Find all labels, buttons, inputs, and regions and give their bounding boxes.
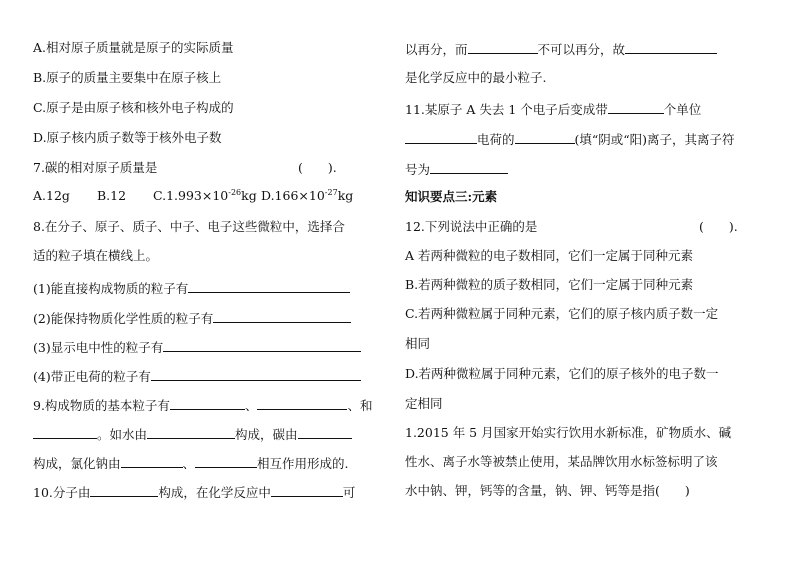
q10-line3: 是化学反应中的最小粒子. — [405, 70, 547, 85]
q8-stem-line1: 8.在分子、原子、质子、中子、电子这些微粒中，选择合 — [33, 219, 345, 234]
q12-option-b: B.若两种微粒的质子数相同，它们一定属于同种元素 — [405, 277, 694, 292]
q8-item-1: (1)能直接构成物质的粒子有 — [33, 279, 350, 297]
q7-stem: 7.碳的相对原子质量是 — [33, 160, 158, 175]
q1-line2: 性水、离子水等被禁止使用，某品牌饮用水标签标明了该 — [405, 454, 718, 469]
q11-line2: 电荷的 (填“阴或“阳)离子，其离子符 — [405, 130, 735, 148]
answer-blank[interactable] — [271, 483, 343, 497]
answer-blank[interactable] — [608, 100, 664, 114]
q11-line3: 号为 — [405, 160, 508, 178]
section-heading: 知识要点三:元素 — [405, 189, 498, 204]
q9-line3: 构成，氯化钠由 、 相互作用形成的. — [33, 456, 349, 471]
q8-item-2: (2)能保持物质化学性质的粒子有 — [33, 309, 351, 327]
q8-item-4: (4)带正电荷的粒子有 — [33, 367, 361, 385]
answer-blank[interactable] — [163, 338, 361, 352]
q9-line1: 9.构成物质的基本粒子有 、 、和 — [33, 398, 373, 413]
answer-blank[interactable] — [515, 130, 575, 144]
q1-line1: 1.2015 年 5 月国家开始实行饮用水新标准，矿物质水、碱 — [405, 425, 732, 440]
q7-option-b: B.12 — [97, 188, 127, 203]
answer-blank[interactable] — [298, 425, 352, 439]
q7-option-c: $C.1.993\times 10^{-26}kg$ — [153, 188, 257, 203]
q8-stem-line2: 适的粒子填在横线上。 — [33, 248, 159, 263]
q12-answer-paren: ( ). — [699, 219, 738, 234]
q6-option-b: B.原子的质量主要集中在原子核上 — [33, 70, 222, 85]
answer-blank[interactable] — [405, 130, 477, 144]
answer-blank[interactable] — [151, 367, 361, 381]
answer-blank[interactable] — [257, 396, 347, 410]
q12-option-c-line2: 相同 — [405, 336, 431, 351]
answer-blank[interactable] — [468, 40, 538, 54]
q11-line1: 11.某原子 A 失去 1 个电子后变成带 个单位 — [405, 102, 702, 117]
answer-blank[interactable] — [195, 454, 257, 468]
answer-blank[interactable] — [625, 40, 717, 54]
q8-item-3: (3)显示电中性的粒子有 — [33, 338, 361, 356]
q12-option-d-line1: D.若两种微粒属于同种元素，它们的原子核外的电子数一 — [405, 366, 719, 381]
answer-blank[interactable] — [188, 279, 350, 293]
answer-blank[interactable] — [147, 425, 235, 439]
q10-line1: 10.分子由 构成，在化学反应中 可 — [33, 485, 356, 500]
answer-blank[interactable] — [213, 309, 351, 323]
q6-option-a: A.相对原子质量就是原子的实际质量 — [33, 40, 234, 55]
q7-option-a: A.12g — [33, 188, 70, 203]
q12-option-a: A 若两种微粒的电子数相同，它们一定属于同种元素 — [405, 248, 694, 263]
answer-blank[interactable] — [430, 160, 508, 174]
q6-option-c: C.原子是由原子核和核外电子构成的 — [33, 100, 234, 115]
q7-option-d: $D.166\times 10^{-27}kg$ — [261, 188, 354, 203]
q6-option-d: D.原子核内质子数等于核外电子数 — [33, 130, 222, 145]
q7-answer-paren: ( ). — [298, 160, 337, 175]
q12-stem: 12.下列说法中正确的是 — [405, 219, 538, 234]
q12-option-d-line2: 定相同 — [405, 396, 443, 411]
answer-blank[interactable] — [121, 454, 183, 468]
answer-blank[interactable] — [170, 396, 245, 410]
q1-line3: 水中钠、钾，钙等的含量，钠、钾、钙等是指( ) — [405, 483, 690, 498]
q12-option-c-line1: C.若两种微粒属于同种元素，它们的原子核内质子数一定 — [405, 306, 719, 321]
q9-line2: 。如水由 构成，碳由 — [33, 425, 352, 443]
answer-blank[interactable] — [90, 483, 158, 497]
q10-line2: 以再分，而 不可以再分，故 — [405, 40, 717, 58]
answer-blank[interactable] — [33, 425, 97, 439]
